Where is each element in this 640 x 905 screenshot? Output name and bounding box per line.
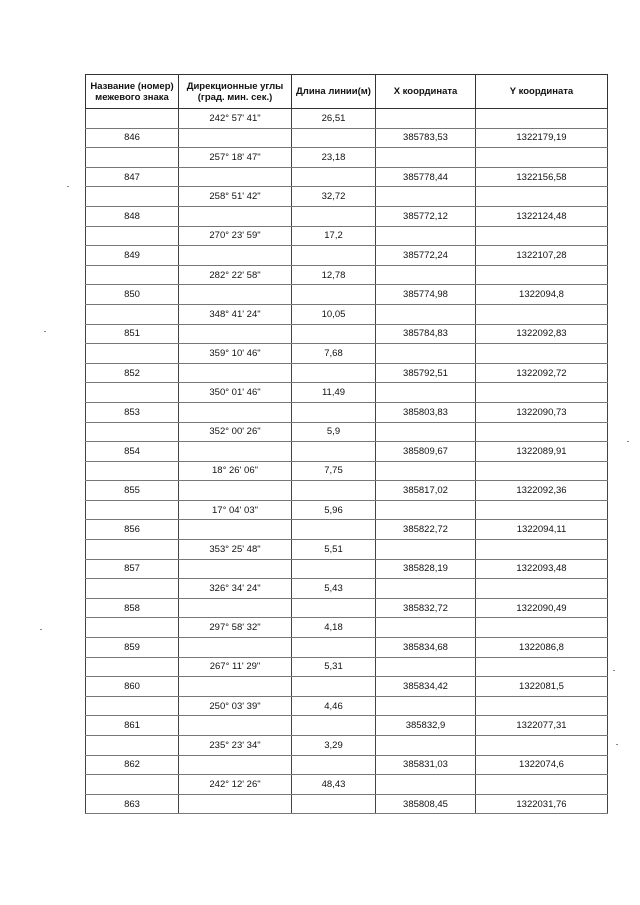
cell-angle: 297° 58' 32"	[179, 618, 292, 638]
cell-name: 847	[86, 167, 179, 187]
cell-y	[476, 618, 608, 638]
cell-name: 859	[86, 638, 179, 658]
cell-length	[292, 363, 376, 383]
cell-angle	[179, 246, 292, 266]
cell-length	[292, 598, 376, 618]
header-name: Название (номер) межевого знака	[86, 75, 179, 109]
cell-x: 385817,02	[376, 481, 476, 501]
table-row	[86, 187, 608, 207]
header-length: Длина линии(м)	[292, 75, 376, 109]
scan-speck	[613, 670, 615, 671]
cell-angle	[179, 206, 292, 226]
table-row	[86, 755, 608, 775]
cell-name: 850	[86, 285, 179, 305]
cell-angle	[179, 324, 292, 344]
table-row	[86, 324, 608, 344]
cell-length: 7,68	[292, 344, 376, 364]
cell-angle	[179, 638, 292, 658]
cell-name	[86, 461, 179, 481]
table-row	[86, 344, 608, 364]
cell-angle	[179, 520, 292, 540]
cell-name: 857	[86, 559, 179, 579]
table-row	[86, 481, 608, 501]
cell-name	[86, 736, 179, 756]
cell-length: 10,05	[292, 304, 376, 324]
cell-length: 5,9	[292, 422, 376, 442]
cell-y	[476, 500, 608, 520]
cell-y	[476, 775, 608, 795]
table-row	[86, 598, 608, 618]
cell-y: 1322077,31	[476, 716, 608, 736]
cell-y	[476, 422, 608, 442]
cell-angle	[179, 363, 292, 383]
cell-x	[376, 579, 476, 599]
table-row	[86, 363, 608, 383]
table-row	[86, 285, 608, 305]
cell-angle	[179, 402, 292, 422]
table-row	[86, 148, 608, 168]
cell-x: 385792,51	[376, 363, 476, 383]
cell-x	[376, 775, 476, 795]
cell-name	[86, 187, 179, 207]
cell-y: 1322081,5	[476, 677, 608, 697]
cell-length	[292, 716, 376, 736]
cell-x: 385808,45	[376, 794, 476, 814]
cell-y	[476, 109, 608, 129]
cell-length: 26,51	[292, 109, 376, 129]
cell-y: 1322124,48	[476, 206, 608, 226]
cell-angle	[179, 598, 292, 618]
cell-name	[86, 775, 179, 795]
header-x: X координата	[376, 75, 476, 109]
cell-angle	[179, 794, 292, 814]
cell-length	[292, 520, 376, 540]
cell-length: 5,43	[292, 579, 376, 599]
cell-x: 385803,83	[376, 402, 476, 422]
cell-angle	[179, 481, 292, 501]
cell-x: 385809,67	[376, 442, 476, 462]
table-row	[86, 304, 608, 324]
cell-name: 852	[86, 363, 179, 383]
cell-length	[292, 677, 376, 697]
cell-length: 3,29	[292, 736, 376, 756]
cell-angle: 359° 10' 46"	[179, 344, 292, 364]
cell-length: 23,18	[292, 148, 376, 168]
cell-length: 5,96	[292, 500, 376, 520]
cell-y: 1322090,73	[476, 402, 608, 422]
table-row	[86, 109, 608, 129]
cell-x	[376, 265, 476, 285]
cell-name	[86, 383, 179, 403]
cell-y: 1322094,11	[476, 520, 608, 540]
table-row	[86, 736, 608, 756]
table-row	[86, 422, 608, 442]
table-row	[86, 128, 608, 148]
cell-x	[376, 736, 476, 756]
cell-name: 856	[86, 520, 179, 540]
cell-x: 385822,72	[376, 520, 476, 540]
cell-angle	[179, 128, 292, 148]
cell-name	[86, 696, 179, 716]
cell-length	[292, 324, 376, 344]
scan-speck	[40, 629, 42, 630]
cell-name: 861	[86, 716, 179, 736]
cell-length	[292, 285, 376, 305]
cell-name	[86, 265, 179, 285]
cell-length: 4,18	[292, 618, 376, 638]
cell-y	[476, 540, 608, 560]
cell-x	[376, 696, 476, 716]
cell-angle: 18° 26' 06"	[179, 461, 292, 481]
cell-name: 853	[86, 402, 179, 422]
cell-angle	[179, 442, 292, 462]
table-row	[86, 540, 608, 560]
table-row	[86, 696, 608, 716]
cell-name	[86, 579, 179, 599]
cell-length	[292, 442, 376, 462]
cell-x	[376, 618, 476, 638]
cell-x	[376, 109, 476, 129]
cell-x: 385834,68	[376, 638, 476, 658]
cell-x	[376, 226, 476, 246]
cell-angle	[179, 677, 292, 697]
cell-y	[476, 187, 608, 207]
cell-length	[292, 206, 376, 226]
scan-speck	[44, 331, 46, 332]
cell-x: 385832,9	[376, 716, 476, 736]
cell-name: 848	[86, 206, 179, 226]
table-row	[86, 402, 608, 422]
table-row	[86, 677, 608, 697]
cell-y	[476, 344, 608, 364]
cell-name: 858	[86, 598, 179, 618]
cell-length: 7,75	[292, 461, 376, 481]
table-row	[86, 716, 608, 736]
survey-table	[85, 74, 608, 814]
header-row	[86, 75, 608, 109]
cell-y: 1322093,48	[476, 559, 608, 579]
table-body	[86, 109, 608, 814]
cell-length: 12,78	[292, 265, 376, 285]
cell-angle	[179, 755, 292, 775]
cell-y: 1322179,19	[476, 128, 608, 148]
cell-length	[292, 755, 376, 775]
cell-y: 1322090,49	[476, 598, 608, 618]
cell-y: 1322092,72	[476, 363, 608, 383]
table-row	[86, 775, 608, 795]
cell-angle: 270° 23' 59"	[179, 226, 292, 246]
cell-name: 849	[86, 246, 179, 266]
cell-angle: 235° 23' 34"	[179, 736, 292, 756]
cell-y: 1322107,28	[476, 246, 608, 266]
cell-x	[376, 148, 476, 168]
cell-name	[86, 657, 179, 677]
cell-x: 385828,19	[376, 559, 476, 579]
cell-length	[292, 167, 376, 187]
table-row	[86, 383, 608, 403]
cell-angle	[179, 559, 292, 579]
cell-length: 5,31	[292, 657, 376, 677]
table-header	[86, 75, 608, 109]
table-row	[86, 559, 608, 579]
table-row	[86, 246, 608, 266]
cell-length: 17,2	[292, 226, 376, 246]
cell-angle: 242° 12' 26"	[179, 775, 292, 795]
cell-name	[86, 618, 179, 638]
cell-name: 855	[86, 481, 179, 501]
cell-length	[292, 638, 376, 658]
cell-y	[476, 304, 608, 324]
cell-x: 385832,72	[376, 598, 476, 618]
cell-y: 1322156,58	[476, 167, 608, 187]
cell-x	[376, 383, 476, 403]
cell-y: 1322092,83	[476, 324, 608, 344]
cell-name	[86, 344, 179, 364]
table-row	[86, 265, 608, 285]
table-row	[86, 638, 608, 658]
cell-y	[476, 383, 608, 403]
cell-x: 385831,03	[376, 755, 476, 775]
scan-speck	[67, 186, 69, 187]
cell-angle: 242° 57' 41"	[179, 109, 292, 129]
cell-length: 5,51	[292, 540, 376, 560]
cell-angle: 257° 18' 47"	[179, 148, 292, 168]
cell-name	[86, 500, 179, 520]
cell-angle: 350° 01' 46"	[179, 383, 292, 403]
cell-x: 385778,44	[376, 167, 476, 187]
cell-y: 1322092,36	[476, 481, 608, 501]
table-row	[86, 167, 608, 187]
cell-name	[86, 422, 179, 442]
table-row	[86, 618, 608, 638]
cell-y: 1322089,91	[476, 442, 608, 462]
cell-name	[86, 304, 179, 324]
cell-x	[376, 461, 476, 481]
table-row	[86, 461, 608, 481]
table-row	[86, 794, 608, 814]
cell-length: 48,43	[292, 775, 376, 795]
cell-angle: 258° 51' 42"	[179, 187, 292, 207]
cell-name: 851	[86, 324, 179, 344]
cell-length	[292, 402, 376, 422]
cell-y	[476, 579, 608, 599]
cell-length: 11,49	[292, 383, 376, 403]
table-row	[86, 657, 608, 677]
cell-x: 385834,42	[376, 677, 476, 697]
cell-angle: 326° 34' 24"	[179, 579, 292, 599]
cell-angle: 17° 04' 03"	[179, 500, 292, 520]
cell-length	[292, 128, 376, 148]
cell-name: 863	[86, 794, 179, 814]
cell-x	[376, 304, 476, 324]
table-row	[86, 226, 608, 246]
cell-name	[86, 226, 179, 246]
cell-x: 385772,24	[376, 246, 476, 266]
cell-length	[292, 481, 376, 501]
cell-angle	[179, 285, 292, 305]
table-row	[86, 520, 608, 540]
cell-length: 32,72	[292, 187, 376, 207]
cell-x: 385783,53	[376, 128, 476, 148]
table-row	[86, 579, 608, 599]
cell-angle	[179, 167, 292, 187]
cell-x	[376, 187, 476, 207]
cell-angle	[179, 716, 292, 736]
header-angle: Дирекционные углы (град. мин. сек.)	[179, 75, 292, 109]
cell-name: 846	[86, 128, 179, 148]
cell-y	[476, 657, 608, 677]
cell-angle: 250° 03' 39"	[179, 696, 292, 716]
cell-x	[376, 500, 476, 520]
scan-speck	[616, 744, 618, 745]
cell-name	[86, 540, 179, 560]
cell-y	[476, 736, 608, 756]
cell-y	[476, 226, 608, 246]
cell-name: 862	[86, 755, 179, 775]
table-row	[86, 500, 608, 520]
cell-y	[476, 148, 608, 168]
cell-name: 860	[86, 677, 179, 697]
cell-angle: 353° 25' 48"	[179, 540, 292, 560]
cell-x	[376, 422, 476, 442]
cell-x	[376, 540, 476, 560]
cell-x: 385774,98	[376, 285, 476, 305]
cell-x: 385784,83	[376, 324, 476, 344]
cell-y	[476, 461, 608, 481]
cell-y: 1322031,76	[476, 794, 608, 814]
scan-speck	[627, 441, 629, 442]
cell-angle: 282° 22' 58"	[179, 265, 292, 285]
cell-angle: 348° 41' 24"	[179, 304, 292, 324]
cell-y: 1322074,6	[476, 755, 608, 775]
cell-angle: 352° 00' 26"	[179, 422, 292, 442]
cell-y	[476, 696, 608, 716]
cell-y	[476, 265, 608, 285]
cell-name: 854	[86, 442, 179, 462]
cell-angle: 267° 11' 29"	[179, 657, 292, 677]
cell-length	[292, 246, 376, 266]
cell-length: 4,46	[292, 696, 376, 716]
cell-y: 1322086,8	[476, 638, 608, 658]
cell-x	[376, 344, 476, 364]
cell-length	[292, 794, 376, 814]
header-y: Y координата	[476, 75, 608, 109]
table-row	[86, 442, 608, 462]
cell-name	[86, 109, 179, 129]
cell-length	[292, 559, 376, 579]
table-row	[86, 206, 608, 226]
cell-x	[376, 657, 476, 677]
cell-x: 385772,12	[376, 206, 476, 226]
cell-y: 1322094,8	[476, 285, 608, 305]
cell-name	[86, 148, 179, 168]
